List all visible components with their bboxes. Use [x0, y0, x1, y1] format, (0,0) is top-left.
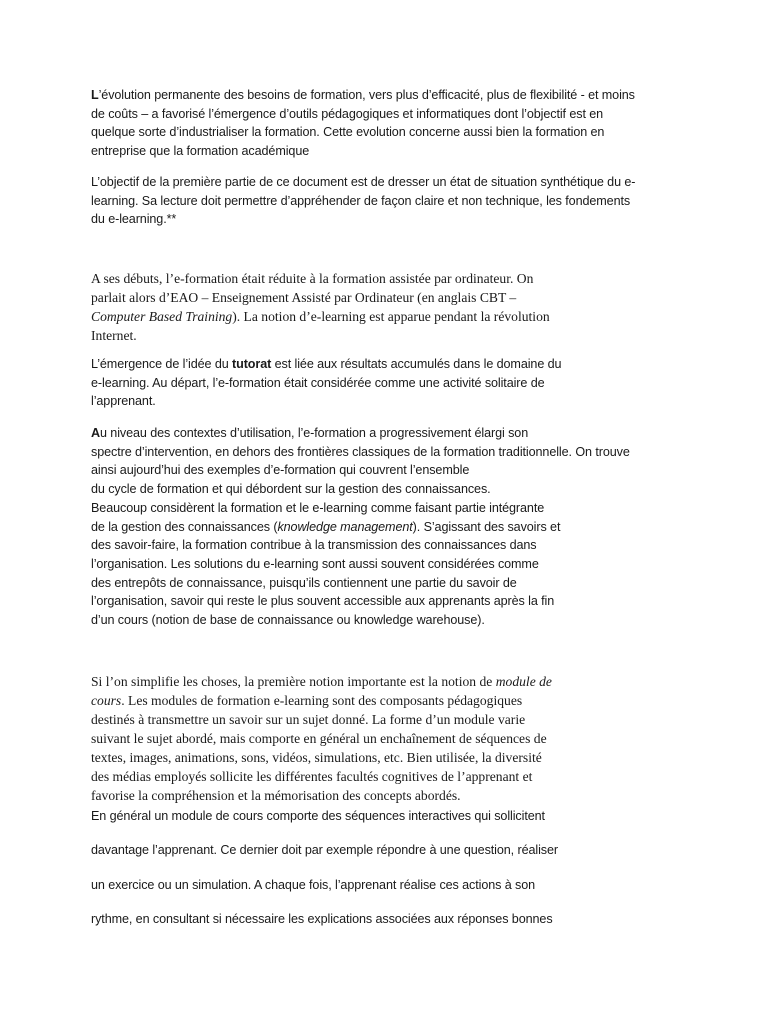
- italic-run: module de: [495, 674, 552, 689]
- text-line: davantage l’apprenant. Ce dernier doit par exemple répondre à une question, réaliser: [91, 843, 558, 858]
- text-line: l’organisation, savoir qui reste le plus souvent accessible aux apprenants après la fin: [91, 594, 555, 609]
- modules-paragraph-2: [91, 807, 558, 944]
- text-line: [91, 307, 550, 326]
- drop-letter: L: [91, 88, 99, 102]
- italic-run: knowledge management: [277, 519, 413, 534]
- text-line: Beaucoup considèrent la formation et le e-learning comme faisant partie intégrante: [91, 500, 545, 515]
- text-line: destinés à transmettre un savoir sur un sujet donné. La forme d’un module varie: [91, 712, 526, 727]
- text-run: ). S’agissant des savoirs et: [412, 519, 561, 534]
- text-line: [91, 518, 630, 537]
- bold-run: tutorat: [232, 357, 272, 371]
- intro-paragraph-1: [91, 86, 635, 161]
- text-line: suivant le sujet abordé, mais comporte en général un enchaînement de séquences de: [91, 731, 547, 746]
- text-line: ainsi aujourd’hui des exemples d’e-formation qui couvrent l’ensemble: [91, 463, 470, 478]
- text-line: entreprise que la formation académique: [91, 144, 310, 159]
- text-line: l’apprenant.: [91, 394, 156, 409]
- text-line: e-learning. Au départ, l’e-formation était considérée comme une activité solitaire de: [91, 375, 545, 390]
- text-run: Si l’on simplifie les choses, la première notion importante est la notion de: [91, 674, 496, 689]
- text-line: A ses débuts, l’e-formation était réduite à la formation assistée par ordinateur. On: [91, 271, 534, 286]
- text-run: u niveau des contextes d’utilisation, l’e-formation a progressivement élargi son: [100, 426, 529, 440]
- text-line: spectre d’intervention, en dehors des frontières classiques de la formation traditionnelle. On trouve: [91, 444, 630, 459]
- drop-letter: A: [91, 426, 100, 440]
- text-run: L’émergence de l’idée du: [91, 357, 233, 371]
- text-line: [91, 691, 552, 710]
- text-line: des entrepôts de connaissance, puisqu’ils contiennent une partie du savoir de: [91, 575, 517, 590]
- text-line: favorise la compréhension et la mémorisation des concepts abordés.: [91, 788, 461, 803]
- text-line: l’organisation. Les solutions du e-learning sont aussi souvent considérées comme: [91, 556, 539, 571]
- text-line: Internet.: [91, 328, 137, 343]
- history-paragraph-1: [91, 269, 550, 345]
- text-line: des médias employés sollicite les différentes facultés cognitives de l’apprenant et: [91, 769, 533, 784]
- text-run: de la gestion des connaissances (: [91, 519, 278, 534]
- text-run: . Les modules de formation e-learning sont des composants pédagogiques: [121, 693, 523, 708]
- intro-paragraph-2: [91, 173, 635, 229]
- modules-paragraph-1: [91, 672, 552, 805]
- text-line: des savoir-faire, la formation contribue à la transmission des connaissances dans: [91, 538, 537, 553]
- italic-run: Computer Based Training: [91, 309, 233, 324]
- text-line: un exercice ou un simulation. A chaque fois, l’apprenant réalise ces actions à son: [91, 877, 536, 892]
- italic-run: cours: [91, 693, 122, 708]
- text-line: L’objectif de la première partie de ce document est de dresser un état de situation synthétique du e-: [91, 175, 636, 189]
- text-line: En général un module de cours comporte des séquences interactives qui sollicitent: [91, 809, 545, 823]
- text-run: est liée aux résultats accumulés dans le domaine du: [271, 357, 562, 371]
- text-line: [91, 86, 635, 105]
- text-line: [91, 672, 552, 691]
- text-run: ). La notion d’e-learning est apparue pendant la révolution: [232, 309, 550, 324]
- text-line: du cycle de formation et qui débordent sur la gestion des connaissances.: [91, 482, 491, 497]
- text-line: [91, 424, 630, 443]
- text-line: du e-learning.**: [91, 212, 177, 227]
- history-paragraph-2: [91, 355, 561, 411]
- text-line: [91, 355, 561, 374]
- text-line: learning. Sa lecture doit permettre d’appréhender de façon claire et non technique, les fondements: [91, 193, 631, 208]
- text-line: quelque sorte d’industrialiser la formation. Cette evolution concerne aussi bien la formation en: [91, 125, 605, 140]
- text-line: textes, images, animations, sons, vidéos, simulations, etc. Bien utilisée, la diversité: [91, 750, 542, 765]
- text-line: de coûts – a favorisé l’émergence d’outils pédagogiques et informatiques dont l’objectif est en: [91, 106, 604, 121]
- text-line: parlait alors d’EAO – Enseignement Assisté par Ordinateur (en anglais CBT –: [91, 290, 517, 305]
- contexts-paragraph: [91, 424, 630, 630]
- text-run: ’évolution permanente des besoins de formation, vers plus d’efficacité, plus de flexibilité - et moins: [98, 88, 635, 102]
- text-line: d’un cours (notion de base de connaissance ou knowledge warehouse).: [91, 613, 485, 628]
- text-line: rythme, en consultant si nécessaire les explications associées aux réponses bonnes: [91, 911, 553, 926]
